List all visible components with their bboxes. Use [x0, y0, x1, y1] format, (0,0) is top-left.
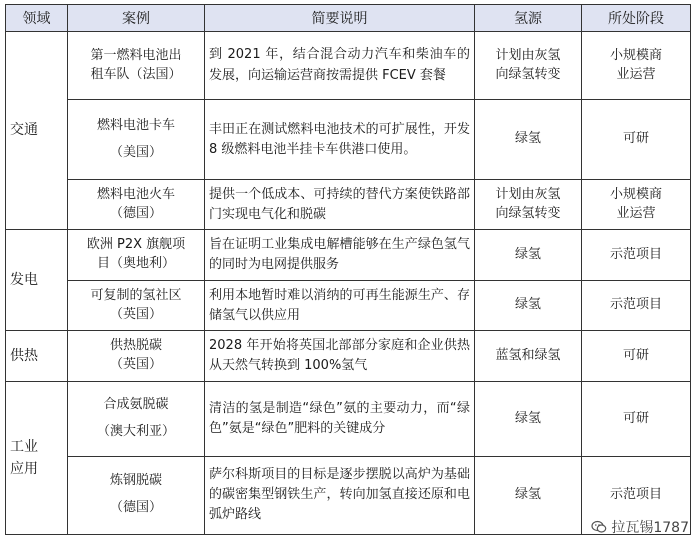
description-cell: 清洁的氢是制造“绿色”氨的主要动力，而“绿色”氨是“绿色”肥料的关键成分: [205, 382, 475, 456]
source-line: 蓝氢和绿氢: [495, 347, 561, 363]
case-line: 燃料电池火车: [96, 186, 175, 202]
header-case: 案例: [68, 5, 205, 32]
stage-line: 可研: [622, 410, 649, 426]
stage-line: 可研: [622, 347, 649, 363]
table-row: [6, 382, 691, 456]
case-cell: [68, 180, 205, 229]
source-line: 计划由灰氢: [495, 47, 561, 63]
source-cell: [475, 229, 582, 281]
table-row: [6, 32, 691, 100]
case-cell: [68, 382, 205, 456]
wechat-icon: [591, 519, 607, 535]
domain-label: 交通: [10, 122, 38, 139]
case-line: （德国）: [109, 500, 162, 516]
case-line: 目（奥地利）: [96, 256, 175, 272]
case-line: （德国）: [109, 205, 162, 221]
case-cell: [68, 456, 205, 534]
domain-cell-industry: [6, 382, 68, 535]
case-line: 燃料电池卡车: [96, 117, 175, 133]
header-domain: 领域: [6, 5, 68, 32]
domain-cell-transport: [6, 32, 68, 230]
case-line: 欧洲 P2X 旗舰项: [86, 237, 186, 253]
description-cell: 提供一个低成本、可持续的替代方案使铁路部门实现电气化和脱碳: [205, 180, 475, 229]
stage-line: 示范项目: [609, 246, 662, 262]
table-row: [6, 456, 691, 534]
description-cell: 萨尔科斯项目的目标是逐步摆脱以高炉为基础的碳密集型钢铁生产，转向加氢直接还原和电弧炉路线: [205, 456, 475, 534]
header-description: 简要说明: [205, 5, 475, 32]
source-cell: [475, 281, 582, 330]
case-line: 第一燃料电池出: [90, 47, 182, 63]
case-line: 可复制的氢社区: [90, 287, 182, 303]
case-cell: [68, 32, 205, 100]
watermark-text: 拉瓦锡1787: [611, 520, 689, 536]
stage-line: 示范项目: [609, 486, 662, 502]
stage-cell: [582, 100, 691, 180]
source-line: 绿氢: [514, 486, 541, 502]
domain-label: 工业: [10, 438, 38, 455]
case-line: 合成氨脱碳: [103, 397, 169, 413]
source-cell: [475, 456, 582, 534]
stage-cell: [582, 330, 691, 382]
stage-cell: [582, 229, 691, 281]
table-header-row: [6, 5, 691, 32]
source-line: 向绿氢转变: [495, 205, 561, 221]
case-line: （英国）: [109, 306, 162, 322]
case-line: 租车队（法国）: [90, 66, 182, 82]
domain-label: 供热: [10, 347, 38, 364]
case-line: （澳大利亚）: [96, 424, 175, 439]
case-cell: [68, 330, 205, 382]
table-row: [6, 229, 691, 281]
description-cell: 旨在证明工业集成电解槽能够在生产绿色氢气的同时为电网提供服务: [205, 229, 475, 281]
source-cell: [475, 382, 582, 456]
table-row: [6, 180, 691, 229]
source-line: 绿氢: [514, 131, 541, 147]
description-cell: 利用本地暂时难以消纳的可再生能源生产、存储氢气以供应用: [205, 281, 475, 330]
case-cell: [68, 100, 205, 180]
domain-label: 应用: [10, 461, 38, 478]
source-line: 绿氢: [514, 297, 541, 313]
source-line: 计划由灰氢: [495, 186, 561, 202]
case-cell: [68, 229, 205, 281]
header-stage: 所处阶段: [582, 5, 691, 32]
stage-line: 业运营: [616, 205, 656, 221]
case-line: 供热脱碳: [109, 338, 162, 354]
case-line: （美国）: [109, 144, 162, 160]
domain-cell-heat: [6, 330, 68, 382]
source-line: 绿氢: [514, 246, 541, 262]
source-cell: [475, 330, 582, 382]
stage-line: 小规模商: [609, 47, 662, 63]
stage-line: 示范项目: [609, 297, 662, 313]
stage-cell: [582, 180, 691, 229]
watermark: [591, 517, 689, 537]
case-cell: [68, 281, 205, 330]
description-cell: 丰田正在测试燃料电池技术的可扩展性，开发 8 级燃料电池半挂卡车供港口使用。: [205, 100, 475, 180]
case-line: （英国）: [109, 357, 162, 373]
description-cell: 2028 年开始将英国北部部分家庭和企业供热从天然气转换到 100%氢气: [205, 330, 475, 382]
stage-line: 业运营: [616, 66, 656, 82]
table-row: [6, 100, 691, 180]
domain-label: 发电: [10, 271, 38, 288]
description-cell: 到 2021 年，结合混合动力汽车和柴油车的发展，向运输运营商按需提供 FCEV 套餐: [205, 32, 475, 100]
source-line: 绿氢: [514, 410, 541, 426]
stage-line: 小规模商: [609, 186, 662, 202]
stage-cell: [582, 281, 691, 330]
domain-cell-power: [6, 229, 68, 330]
stage-cell: [582, 32, 691, 100]
source-line: 向绿氢转变: [495, 66, 561, 82]
table-row: [6, 281, 691, 330]
source-cell: [475, 32, 582, 100]
hydrogen-cases-table: [5, 4, 691, 535]
stage-cell: [582, 382, 691, 456]
case-line: 炼钢脱碳: [109, 473, 162, 489]
table-row: [6, 330, 691, 382]
source-cell: [475, 180, 582, 229]
header-hydrogen-source: 氢源: [475, 5, 582, 32]
stage-line: 可研: [622, 131, 649, 147]
source-cell: [475, 100, 582, 180]
